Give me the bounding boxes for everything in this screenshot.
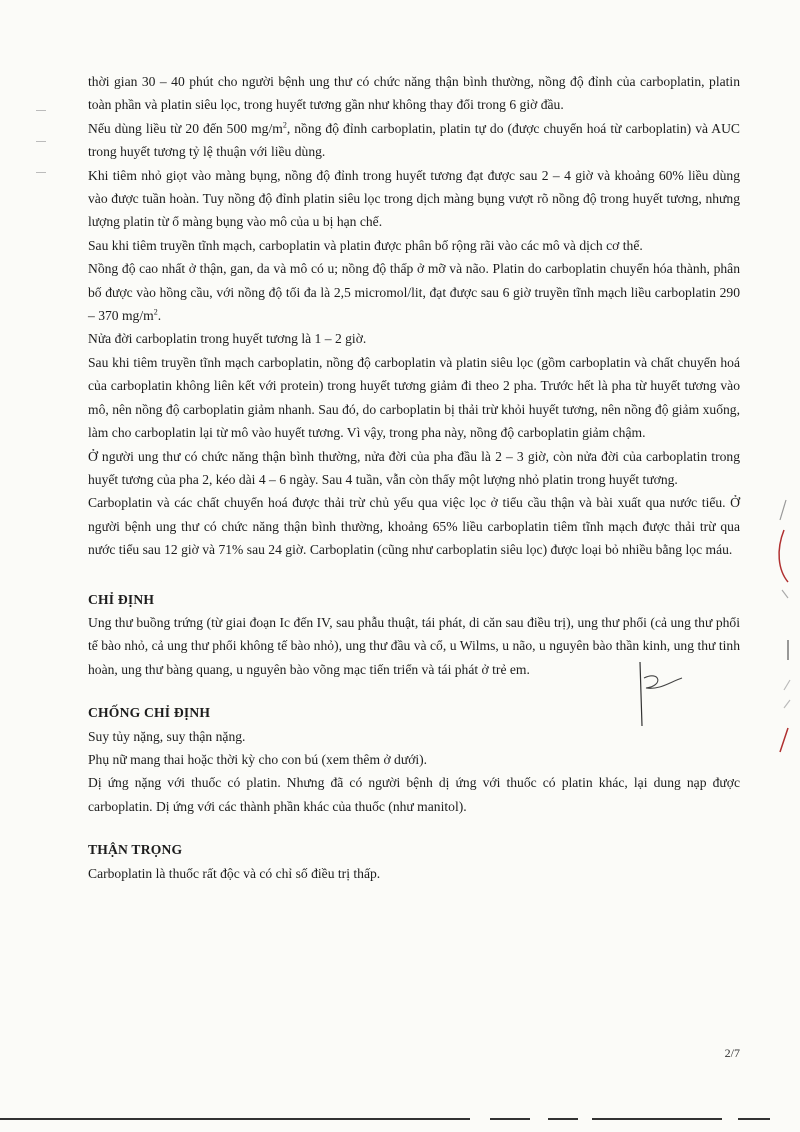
paragraph-pk-1: thời gian 30 – 40 phút cho người bệnh ung thư có chức năng thận bình thường, nồng độ đỉnh của carboplatin, platin toàn phần và platin siêu lọc, trong huyết tương gần như không thay đổi trong 6 giờ đầu. — [88, 74, 740, 113]
contraindication-item: Phụ nữ mang thai hoặc thời kỳ cho con bú (xem thêm ở dưới). — [88, 751, 428, 767]
paragraph-biphasic: Sau khi tiêm truyền tĩnh mạch carboplatin, nồng độ carboplatin và platin siêu lọc (gồm carboplatin và chất chuyển hoá của carboplatin không liên kết với protein) trong huyết tương giảm đi theo 2 pha. Trước hết là pha từ huyết tương vào mô, nên nồng độ carboplatin giảm nhanh. Sau đó, do carboplatin bị thải trừ khỏi huyết tương, nên nồng độ giảm xuống, làm cho carboplatin lại từ mô vào huyết tương. Vì vậy, trong pha này, nồng độ carboplatin giảm chậm. — [88, 354, 740, 441]
page-number: 2/7 — [724, 1046, 740, 1060]
contraindication-item: Dị ứng nặng với thuốc có platin. Nhưng đã có người bệnh dị ứng với thuốc có platin khác, lại dung nạp được carboplatin. Dị ứng với các thành phần khác của thuốc (như manitol). — [88, 775, 740, 814]
paragraph-intraperitoneal: Khi tiêm nhỏ giọt vào màng bụng, nồng độ đỉnh trong huyết tương đạt được sau 2 – 4 giờ và khoảng 60% liều dùng vào được tuần hoàn. Tuy nồng độ đỉnh platin siêu lọc trong dịch màng bụng vượt rõ nồng độ trong huyết tương, nhưng lượng platin từ ổ màng bụng vào mô của u bị hạn chế. — [88, 167, 740, 230]
heading-precautions: THẬN TRỌNG — [88, 842, 183, 858]
heading-contraindications: CHỐNG CHỈ ĐỊNH — [88, 705, 211, 721]
paragraph-indications: Ung thư buồng trứng (từ giai đoạn Ic đến IV, sau phẫu thuật, tái phát, di căn sau điều trị), ung thư phổi (cả ung thư phổi tế bào nhỏ, cả ung thư phổi không tế bào nhỏ), ung thư đầu và cổ, u Wilms, u não, u nguyên bào thần kinh, ung thư tinh hoàn, ung thư bàng quang, u nguyên bào võng mạc tiến triển và tái phát ở trẻ em. — [88, 614, 740, 677]
paragraph-half-life: Nửa đời carboplatin trong huyết tương là 1 – 2 giờ. — [88, 331, 367, 347]
paragraph-half-life-phases: Ở người ung thư có chức năng thận bình thường, nửa đời của pha đầu là 2 – 3 giờ, còn nửa đời của carboplatin trong huyết tương của pha 2, kéo dài 4 – 6 ngày. Sau 4 tuần, vẫn còn thấy một lượng nhỏ platin trong huyết tương. — [88, 448, 740, 487]
document-body — [88, 70, 740, 885]
contraindication-item: Suy tủy nặng, suy thận nặng. — [88, 728, 246, 744]
paragraph-dose-proportionality: Nếu dùng liều từ 20 đến 500 $mg/m^2$, nồng độ đỉnh carboplatin, platin tự do (được chuyển hoá từ carboplatin) và AUC trong huyết tương tỷ lệ thuận với liều dùng. — [88, 120, 740, 160]
paragraph-elimination: Carboplatin và các chất chuyển hoá được thải trừ chủ yếu qua việc lọc ở tiểu cầu thận và bài xuất qua nước tiểu. Ở người bệnh ung thư có chức năng thận bình thường, khoảng 65% liều carboplatin tiêm tĩnh mạch được thải trừ qua nước tiểu sau 12 giờ và 71% sau 24 giờ. Carboplatin (cũng như carboplatin siêu lọc) được loại bỏ nhiều bằng lọc máu. — [88, 495, 740, 558]
handwritten-mark — [630, 660, 690, 730]
margin-stamp-fragment — [766, 490, 796, 770]
paragraph-distribution: Sau khi tiêm truyền tĩnh mạch, carboplatin và platin được phân bố rộng rãi vào các mô và dịch cơ thể. — [88, 237, 643, 253]
paragraph-tissue-concentration: Nồng độ cao nhất ở thận, gan, da và mô có u; nồng độ thấp ở mỡ và não. Platin do carboplatin chuyển hóa thành, phân bố được vào hồng cầu, với nồng độ tối đa là 2,5 micromol/lit, đạt được sau 6 giờ truyền tĩnh mạch liều carboplatin 290 – 370 $mg/m^2$. — [88, 261, 740, 324]
heading-indications: CHỈ ĐỊNH — [88, 591, 155, 607]
paragraph-precautions: Carboplatin là thuốc rất độc và có chỉ số điều trị thấp. — [88, 865, 381, 881]
margin-ticks — [36, 110, 46, 203]
footer-rule — [0, 1118, 800, 1120]
